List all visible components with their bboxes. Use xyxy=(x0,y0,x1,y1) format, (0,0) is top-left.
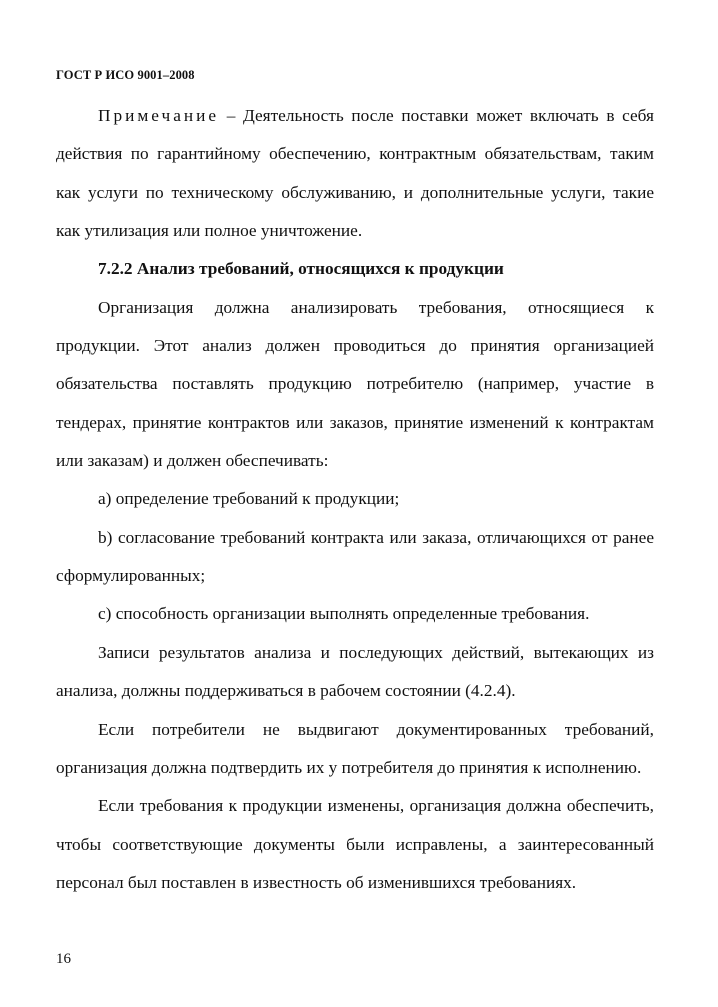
note-text: – Деятельность после поставки может включать в себя действия по гарантийному обеспечению, контрактным обязательствам, таким как услуги по техническому обслуживанию, и дополнительные услуги, такие как утилизация или полное уничтожение. xyxy=(56,106,654,241)
list-item-a: a) определение требований к продукции; xyxy=(98,489,400,509)
list-item-c: c) способность организации выполнять определенные требования. xyxy=(98,604,590,624)
paragraph-undocumented-requirements: Если потребители не выдвигают документированных требований, организация должна подтвердить их у потребителя до принятия к исполнению. xyxy=(56,719,654,777)
document-body xyxy=(56,97,654,902)
paragraph-changed-requirements: Если требования к продукции изменены, организация должна обеспечить, чтобы соответствующие документы были исправлены, а заинтересованный персонал был поставлен в известность об изменившихся требованиях. xyxy=(56,796,654,892)
list-item-b: b) согласование требований контракта или заказа, отличающихся от ранее сформулированных; xyxy=(56,527,654,586)
section-title: 7.2.2 Анализ требований, относящихся к продукции xyxy=(98,259,504,279)
note-label: Примечание xyxy=(98,106,220,125)
paragraph-records: Записи результатов анализа и последующих действий, вытекающих из анализа, должны поддерживаться в рабочем состоянии (4.2.4). xyxy=(56,642,654,701)
document-header: ГОСТ Р ИСО 9001–2008 xyxy=(56,68,195,82)
paragraph-requirements-analysis: Организация должна анализировать требования, относящиеся к продукции. Этот анализ должен проводиться до принятия организацией обязательства поставлять продукцию потребителю (например, участие в тендерах, принятие контрактов или заказов, принятие изменений к контрактам или заказам) и должен обеспечивать: xyxy=(56,297,654,471)
note-paragraph xyxy=(56,97,654,250)
page-number: 16 xyxy=(56,951,71,967)
